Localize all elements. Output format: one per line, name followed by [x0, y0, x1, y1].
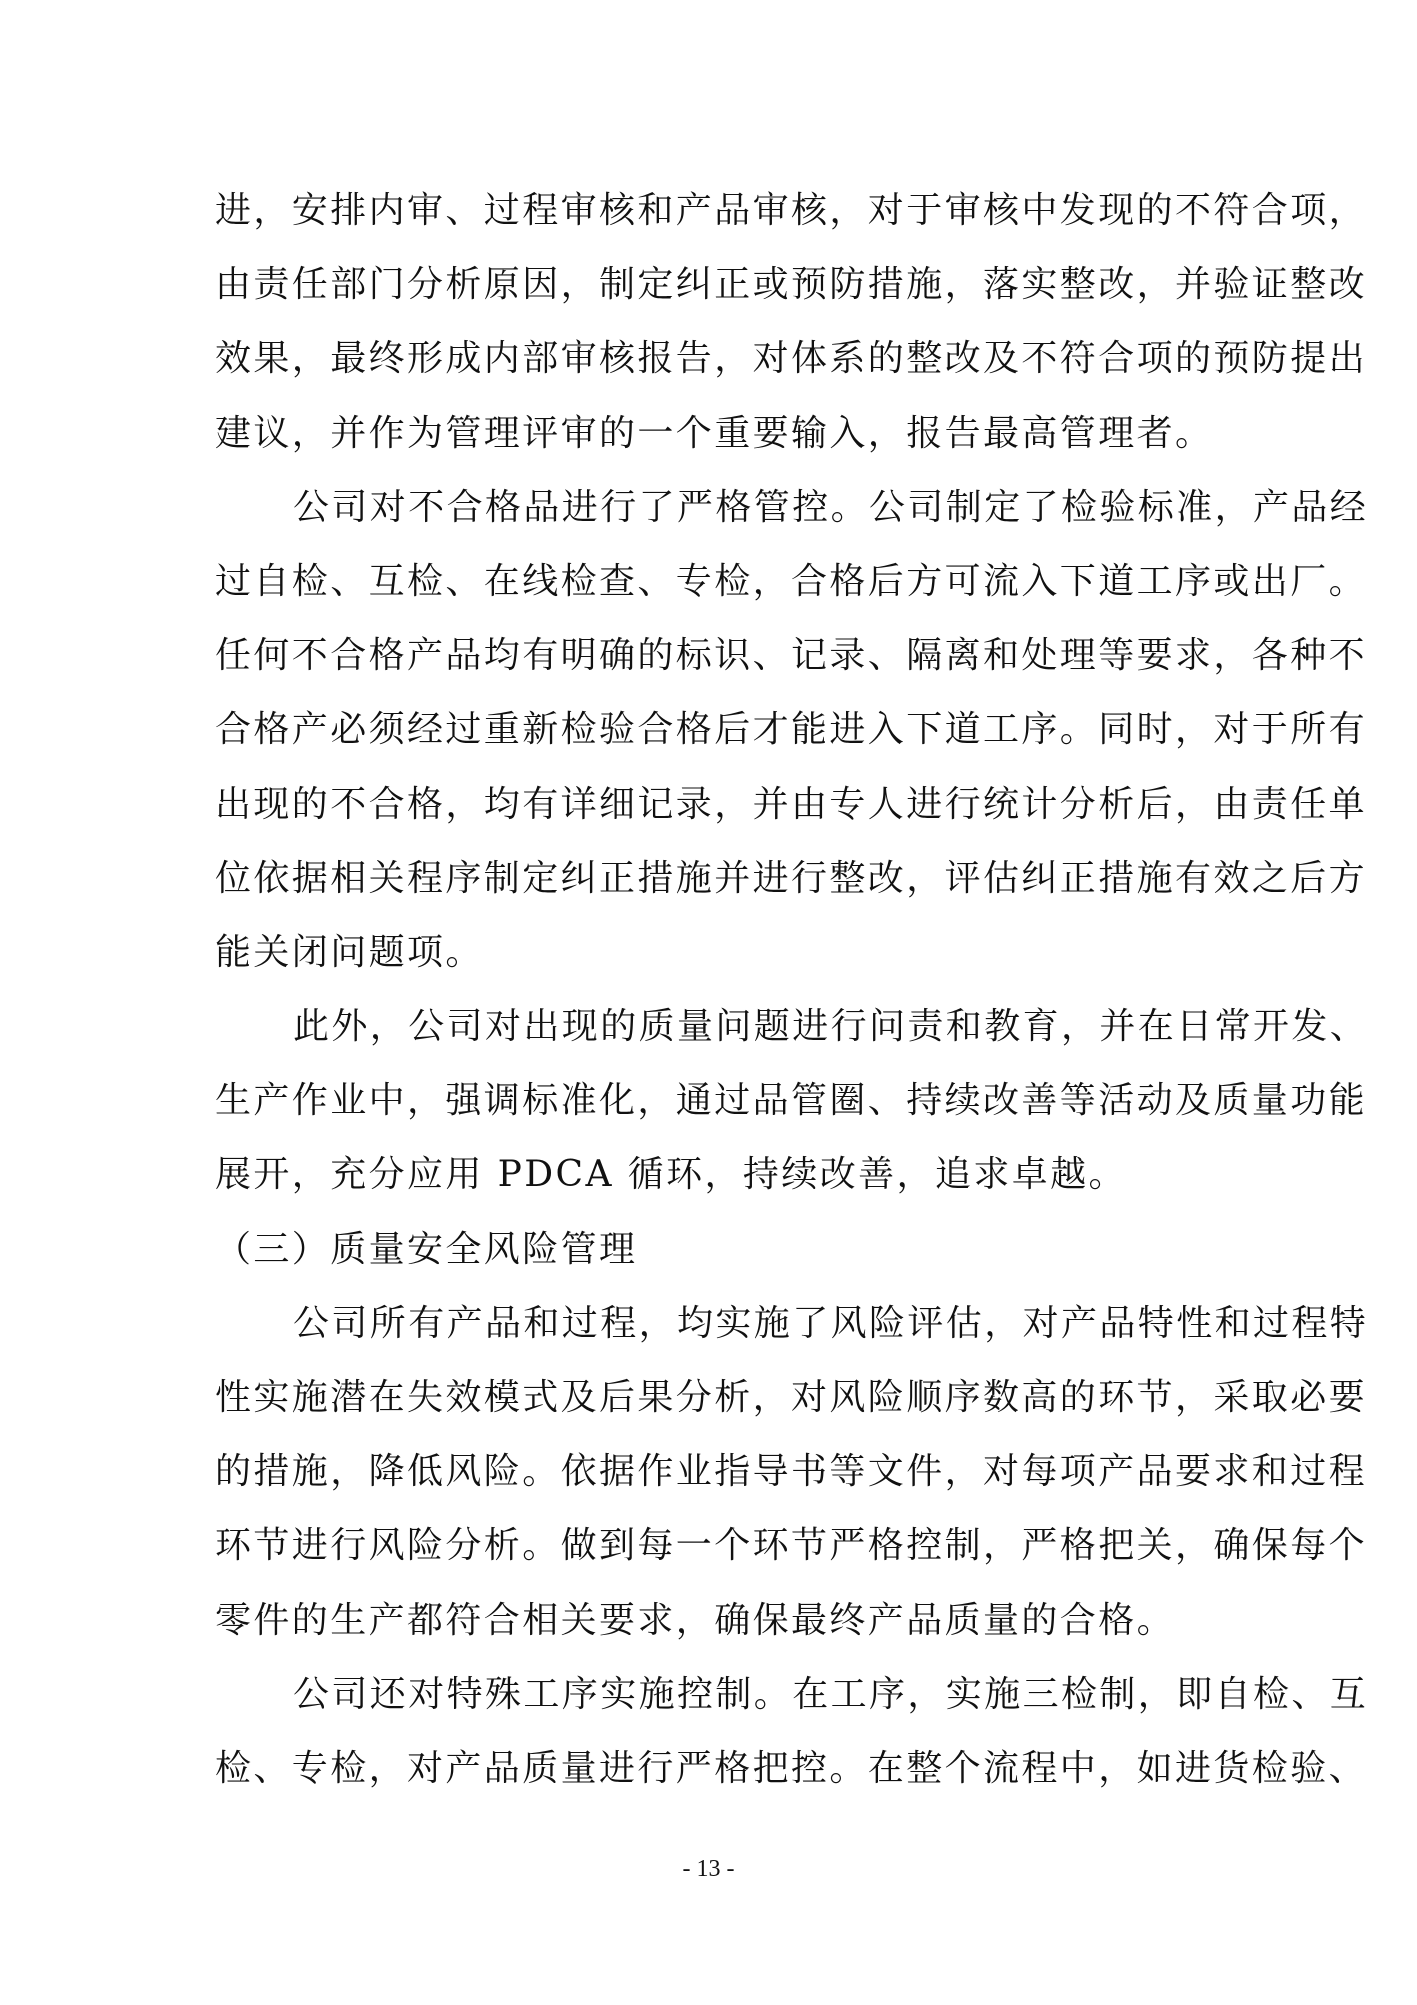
paragraph-first-line: 公司所有产品和过程，均实施了风险评估，对产品特性和过程特	[293, 1302, 1369, 1344]
text-line: 环节进行风险分析。做到每一个环节严格控制，严格把关，确保每个	[215, 1525, 1368, 1567]
paragraph-first-line: 公司还对特殊工序实施控制。在工序，实施三检制，即自检、互	[293, 1673, 1369, 1715]
page-number: - 13 -	[682, 1856, 735, 1882]
document-body	[215, 174, 1369, 1806]
text-line: 合格产必须经过重新检验合格后才能进入下道工序。同时，对于所有	[215, 709, 1368, 751]
text-line: 检、专检，对产品质量进行严格把控。在整个流程中，如进货检验、	[215, 1747, 1368, 1789]
text-line: 进，安排内审、过程审核和产品审核，对于审核中发现的不符合项，	[215, 190, 1368, 231]
text-line: 生产作业中，强调标准化，通过品管圈、持续改善等活动及质量功能	[215, 1080, 1368, 1122]
text-line: 任何不合格产品均有明确的标识、记录、隔离和处理等要求，各种不	[215, 635, 1368, 677]
text-line: 效果，最终形成内部审核报告，对体系的整改及不符合项的预防提出	[215, 338, 1368, 380]
text-line: 出现的不合格，均有详细记录，并由专人进行统计分析后，由责任单	[215, 783, 1368, 825]
text-line: 建议，并作为管理评审的一个重要输入，报告最高管理者。	[215, 412, 1214, 454]
text-line: 由责任部门分析原因，制定纠正或预防措施，落实整改，并验证整改	[215, 264, 1368, 306]
text-line: 的措施，降低风险。依据作业指导书等文件，对每项产品要求和过程	[215, 1451, 1368, 1493]
paragraph-first-line: 公司对不合格品进行了严格管控。公司制定了检验标准，产品经	[293, 486, 1369, 528]
text-line: 能关闭问题项。	[215, 931, 484, 973]
text-line: 过自检、互检、在线检查、专检，合格后方可流入下道工序或出厂。	[215, 560, 1368, 602]
text-line: 位依据相关程序制定纠正措施并进行整改，评估纠正措施有效之后方	[215, 857, 1368, 899]
paragraph-first-line: 此外，公司对出现的质量问题进行问责和教育，并在日常开发、	[293, 1006, 1369, 1048]
text-line: 展开，充分应用 PDCA 循环，持续改善，追求卓越。	[215, 1154, 1127, 1196]
text-line: 性实施潜在失效模式及后果分析，对风险顺序数高的环节，采取必要	[215, 1377, 1368, 1418]
text-line: 零件的生产都符合相关要求，确保最终产品质量的合格。	[215, 1599, 1176, 1641]
section-heading: （三）质量安全风险管理	[215, 1228, 638, 1270]
